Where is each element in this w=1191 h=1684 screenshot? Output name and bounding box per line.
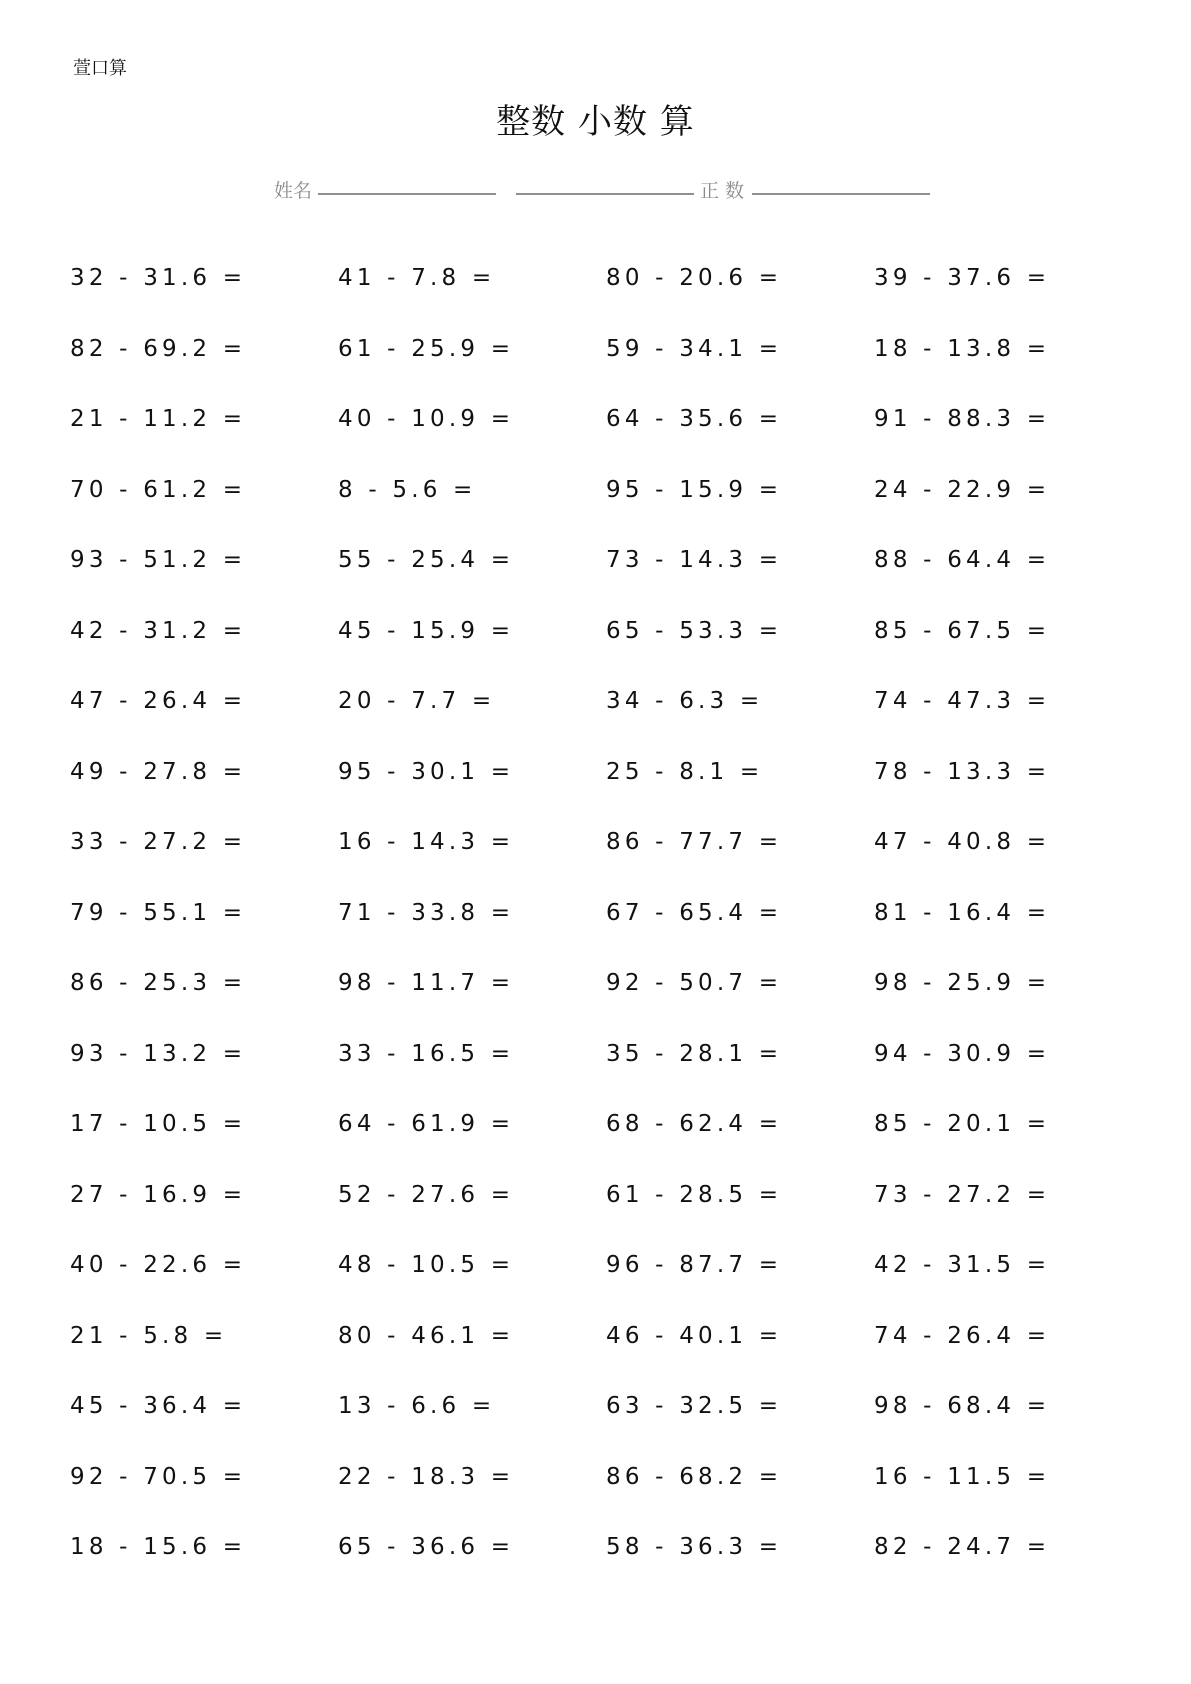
problem-item: 65 - 53.3 =: [606, 617, 783, 644]
problem-item: 18 - 13.8 =: [874, 335, 1051, 362]
problem-item: 42 - 31.5 =: [874, 1252, 1051, 1278]
problem-item: 93 - 51.2 =: [70, 547, 247, 573]
problem-item: 41 - 7.8 =: [338, 265, 496, 291]
problem-item: 20 - 7.7 =: [338, 688, 496, 714]
problem-item: 96 - 87.7 =: [606, 1252, 783, 1278]
problem-item: 85 - 20.1 =: [874, 1111, 1051, 1137]
problem-item: 58 - 36.3 =: [606, 1534, 783, 1560]
problem-item: 8 - 5.6 =: [338, 476, 477, 503]
problem-item: 13 - 6.6 =: [338, 1393, 496, 1419]
score-blank-line[interactable]: [752, 193, 930, 195]
problem-item: 48 - 10.5 =: [338, 1252, 515, 1278]
problem-item: 47 - 26.4 =: [70, 688, 247, 714]
problem-item: 34 - 6.3 =: [606, 688, 764, 714]
problem-item: 94 - 30.9 =: [874, 1040, 1051, 1067]
problem-item: 64 - 61.9 =: [338, 1111, 515, 1137]
problem-item: 80 - 46.1 =: [338, 1322, 515, 1349]
corner-label: 萱口算: [73, 58, 127, 79]
problem-item: 35 - 28.1 =: [606, 1040, 783, 1067]
blank-line[interactable]: [516, 193, 694, 195]
problem-item: 33 - 27.2 =: [70, 829, 247, 855]
problem-item: 59 - 34.1 =: [606, 335, 783, 362]
problem-item: 21 - 5.8 =: [70, 1322, 228, 1349]
problem-item: 86 - 68.2 =: [606, 1463, 783, 1490]
problem-item: 74 - 26.4 =: [874, 1322, 1051, 1349]
problem-item: 88 - 64.4 =: [874, 547, 1051, 573]
problem-item: 63 - 32.5 =: [606, 1393, 783, 1419]
problem-item: 24 - 22.9 =: [874, 476, 1051, 503]
problem-item: 61 - 25.9 =: [338, 335, 515, 362]
problem-item: 91 - 88.3 =: [874, 406, 1051, 432]
problem-item: 55 - 25.4 =: [338, 547, 515, 573]
problem-item: 71 - 33.8 =: [338, 899, 515, 926]
problem-item: 64 - 35.6 =: [606, 406, 783, 432]
problem-item: 18 - 15.6 =: [70, 1534, 247, 1560]
problem-item: 92 - 70.5 =: [70, 1463, 247, 1490]
problem-item: 46 - 40.1 =: [606, 1322, 783, 1349]
problem-grid: [70, 258, 1142, 1598]
problem-item: 81 - 16.4 =: [874, 899, 1051, 926]
problem-item: 32 - 31.6 =: [70, 265, 247, 291]
problem-item: 61 - 28.5 =: [606, 1181, 783, 1208]
problem-item: 80 - 20.6 =: [606, 265, 783, 291]
problem-item: 16 - 11.5 =: [874, 1463, 1051, 1490]
problem-item: 52 - 27.6 =: [338, 1181, 515, 1208]
problem-item: 45 - 15.9 =: [338, 617, 515, 644]
problem-item: 79 - 55.1 =: [70, 899, 247, 926]
problem-item: 98 - 11.7 =: [338, 970, 515, 996]
problem-item: 78 - 13.3 =: [874, 758, 1051, 785]
name-label: 姓名: [274, 180, 313, 202]
problem-item: 98 - 68.4 =: [874, 1393, 1051, 1419]
problem-item: 67 - 65.4 =: [606, 899, 783, 926]
problem-item: 40 - 10.9 =: [338, 406, 515, 432]
problem-item: 40 - 22.6 =: [70, 1252, 247, 1278]
problem-item: 25 - 8.1 =: [606, 758, 764, 785]
problem-item: 47 - 40.8 =: [874, 829, 1051, 855]
problem-item: 21 - 11.2 =: [70, 406, 247, 432]
problem-item: 33 - 16.5 =: [338, 1040, 515, 1067]
problem-item: 49 - 27.8 =: [70, 758, 247, 785]
problem-item: 70 - 61.2 =: [70, 476, 247, 503]
problem-item: 68 - 62.4 =: [606, 1111, 783, 1137]
problem-item: 27 - 16.9 =: [70, 1181, 247, 1208]
problem-item: 95 - 15.9 =: [606, 476, 783, 503]
problem-item: 85 - 67.5 =: [874, 617, 1051, 644]
problem-item: 74 - 47.3 =: [874, 688, 1051, 714]
problem-item: 39 - 37.6 =: [874, 265, 1051, 291]
problem-item: 22 - 18.3 =: [338, 1463, 515, 1490]
problem-item: 82 - 69.2 =: [70, 335, 247, 362]
problem-item: 17 - 10.5 =: [70, 1111, 247, 1137]
problem-item: 16 - 14.3 =: [338, 829, 515, 855]
name-blank-line[interactable]: [318, 193, 496, 195]
problem-item: 86 - 77.7 =: [606, 829, 783, 855]
problem-item: 73 - 14.3 =: [606, 547, 783, 573]
page-title: 整数 小数 算: [496, 102, 695, 142]
problem-item: 86 - 25.3 =: [70, 970, 247, 996]
problem-item: 92 - 50.7 =: [606, 970, 783, 996]
problem-item: 73 - 27.2 =: [874, 1181, 1051, 1208]
problem-item: 65 - 36.6 =: [338, 1534, 515, 1560]
problem-item: 95 - 30.1 =: [338, 758, 515, 785]
problem-item: 93 - 13.2 =: [70, 1040, 247, 1067]
problem-item: 45 - 36.4 =: [70, 1393, 247, 1419]
problem-item: 98 - 25.9 =: [874, 970, 1051, 996]
problem-item: 42 - 31.2 =: [70, 617, 247, 644]
problem-item: 82 - 24.7 =: [874, 1534, 1051, 1560]
score-label: 正 数: [700, 180, 745, 202]
